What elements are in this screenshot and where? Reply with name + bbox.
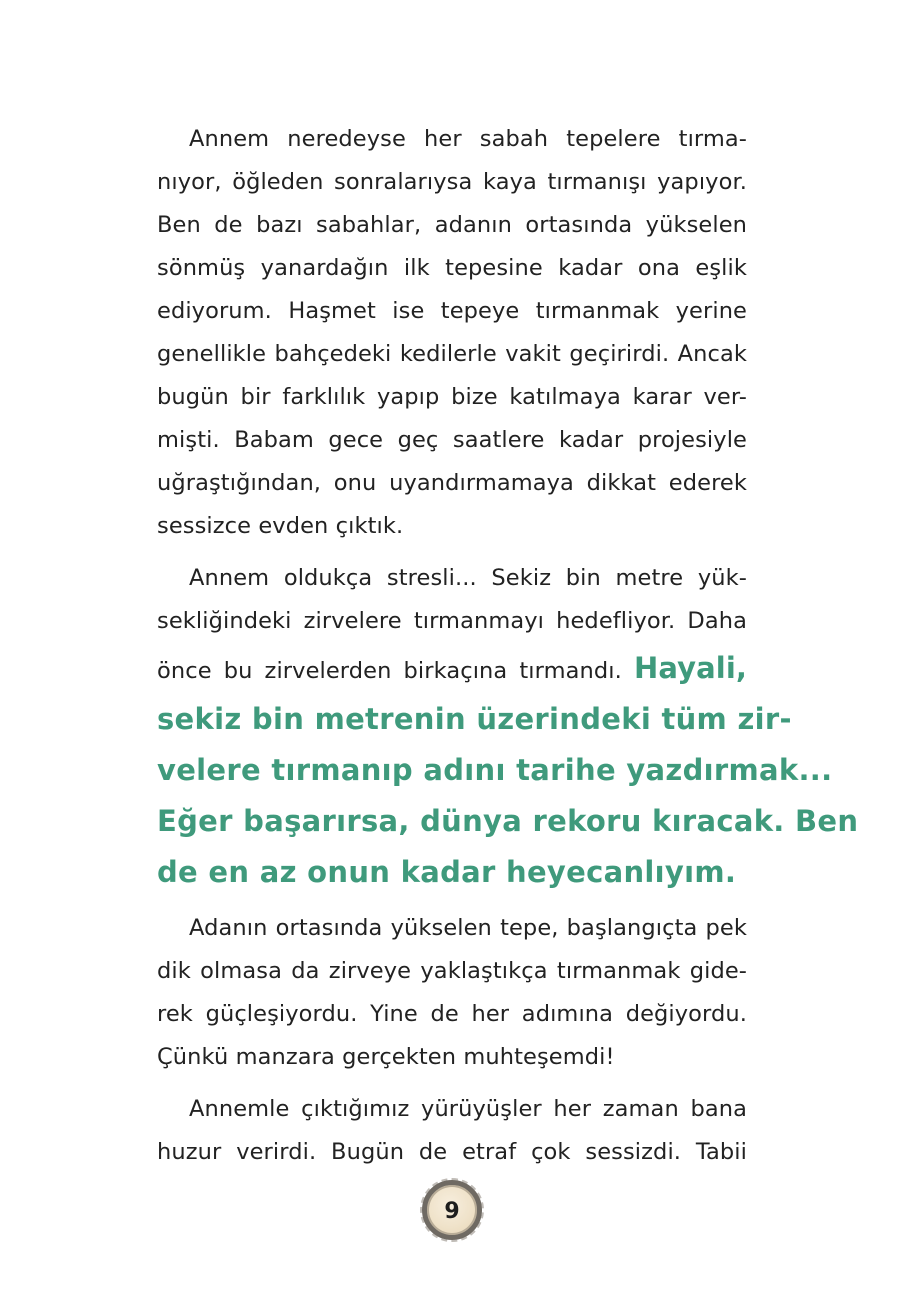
highlight-text-line: velere tırmanıp adını tarihe yazdırmak... [157, 753, 833, 787]
text-line: mişti. Babam gece geç saatlere kadar projesiyle [157, 427, 747, 453]
paragraph-4 [157, 1088, 747, 1174]
text-line: ediyorum. Haşmet ise tepeye tırmanmak yerine [157, 298, 747, 324]
text-line: rek güçleşiyordu. Yine de her adımına değiyordu. [157, 1001, 747, 1027]
paragraph-2 [157, 557, 859, 898]
text-line: sekliğindeki zirvelere tırmanmayı hedefliyor. Daha [157, 608, 747, 634]
highlight-text-line: de en az onun kadar heyecanlıyım. [157, 855, 737, 889]
paragraph-1 [157, 118, 747, 548]
text-line: nıyor, öğleden sonralarıysa kaya tırmanışı yapıyor. [157, 169, 747, 195]
text-line: uğraştığından, onu uyandırmamaya dikkat ederek [157, 470, 747, 496]
text-line: Annemle çıktığımız yürüyüşler her zaman bana [189, 1096, 747, 1122]
text-line: huzur verirdi. Bugün de etraf çok sessizdi. Tabii [157, 1139, 747, 1165]
text-line: Annem oldukça stresli... Sekiz bin metre yük- [189, 565, 747, 591]
text-line: Çünkü manzara gerçekten muhteşemdi! [157, 1044, 615, 1070]
text-line: Ben de bazı sabahlar, adanın ortasında yükselen [157, 212, 747, 238]
text-line: sessizce evden çıktık. [157, 513, 404, 539]
page-number-badge [422, 1180, 482, 1240]
text-line: genellikle bahçedeki kedilerle vakit geçirirdi. Ancak [157, 341, 747, 367]
highlight-text-line: sekiz bin metrenin üzerindeki tüm zir- [157, 702, 792, 736]
text-line: Adanın ortasında yükselen tepe, başlangıçta pek [189, 915, 747, 941]
page-number: 9 [444, 1198, 460, 1224]
text-line: dik olmasa da zirveye yaklaştıkça tırmanmak gide- [157, 958, 747, 984]
text-line: Annem neredeyse her sabah tepelere tırma- [189, 126, 747, 152]
text-line: sönmüş yanardağın ilk tepesine kadar ona eşlik [157, 255, 747, 281]
mixed-text-line [157, 643, 747, 694]
paragraph-3 [157, 907, 747, 1079]
highlight-text-line: Eğer başarırsa, dünya rekoru kıracak. Ben [157, 804, 859, 838]
plain-text-segment: önce bu zirvelerden birkaçına tırmandı. [157, 658, 622, 684]
highlight-text-segment: Hayali, [633, 651, 747, 685]
paragraph-gap [157, 898, 747, 907]
page-text [157, 118, 859, 1174]
text-line: bugün bir farklılık yapıp bize katılmaya karar ver- [157, 384, 747, 410]
paragraph-gap [157, 1079, 747, 1088]
paragraph-gap [157, 548, 747, 557]
